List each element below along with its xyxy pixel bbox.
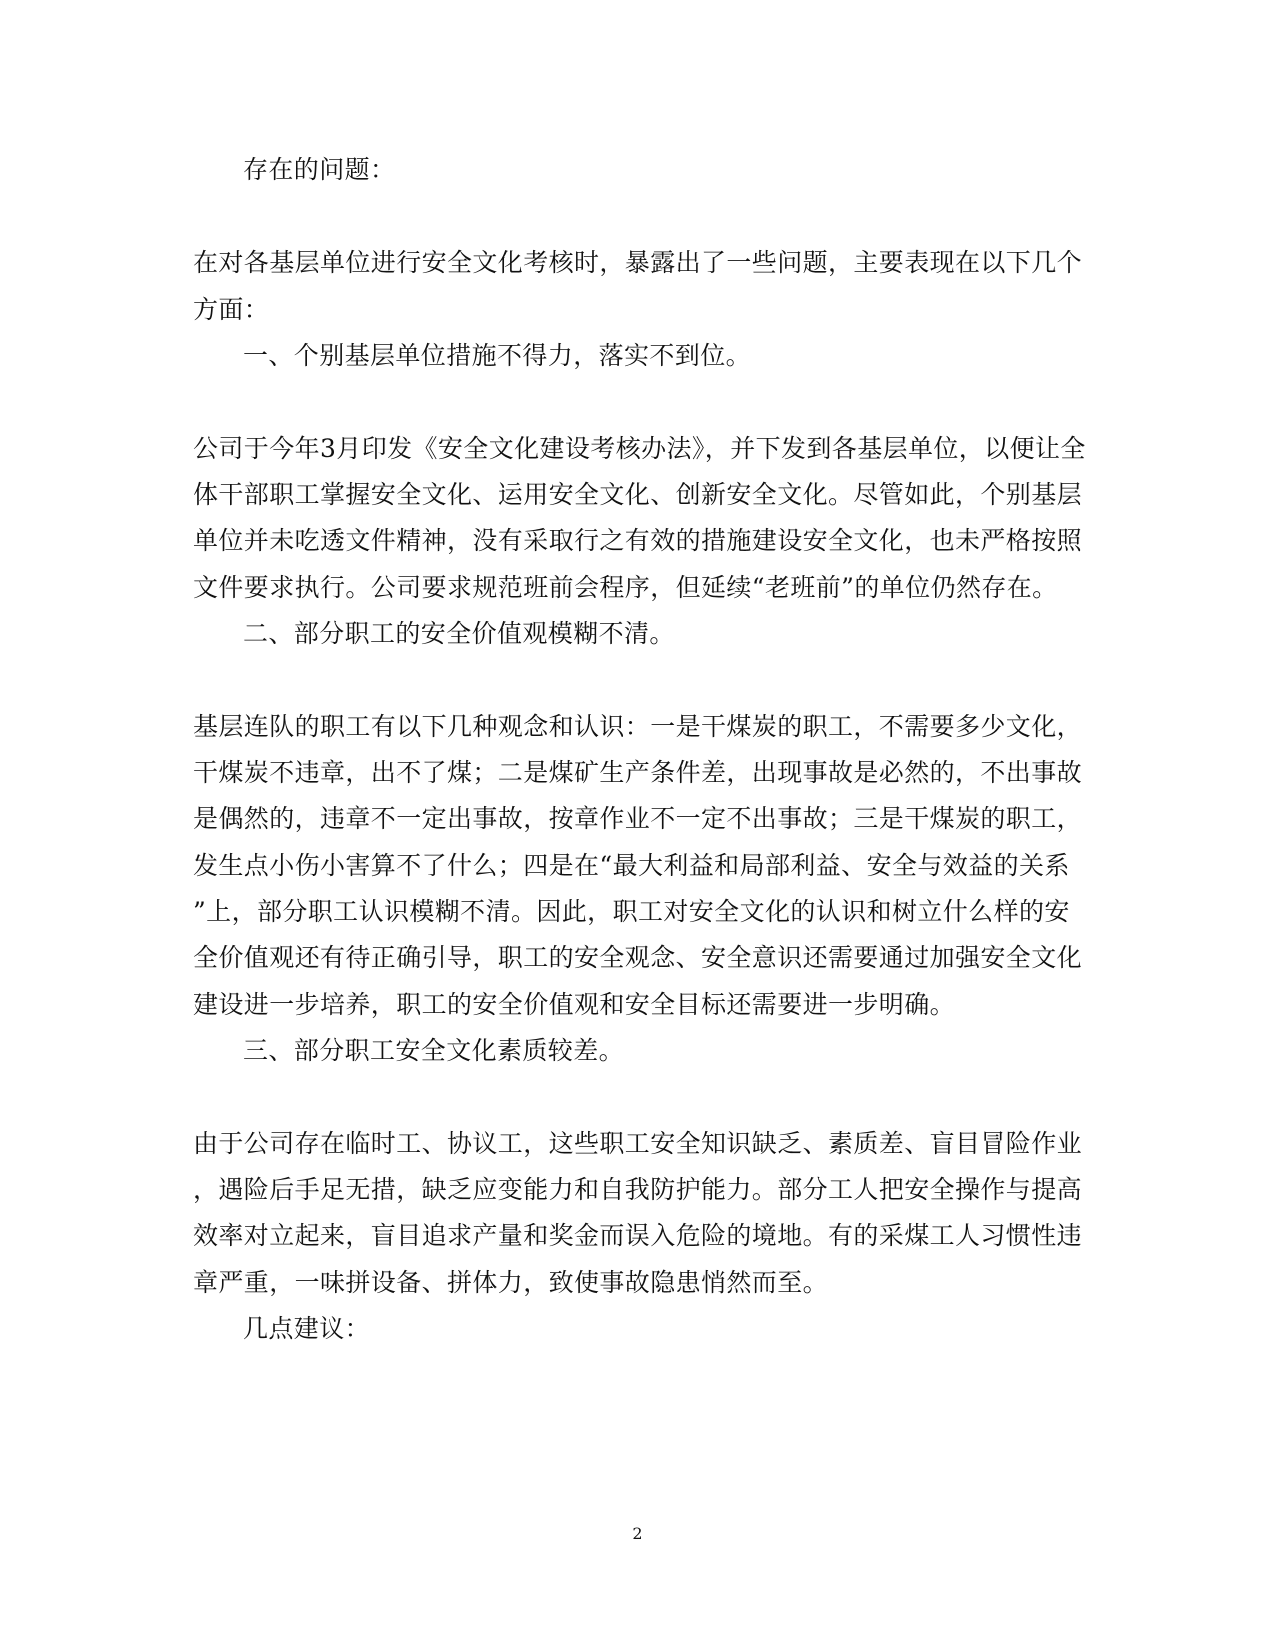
problem-two-paragraph-line-2: 干煤炭不违章，出不了煤；二是煤矿生产条件差，出现事故是必然的，不出事故 bbox=[193, 758, 1083, 787]
problem-two-paragraph-line-4: 发生点小伤小害算不了什么；四是在“最大利益和局部利益、安全与效益的关系 bbox=[193, 851, 1070, 880]
problem-three-paragraph-line-1: 由于公司存在临时工、协议工，这些职工安全知识缺乏、素质差、盲目冒险作业 bbox=[193, 1129, 1083, 1158]
problem-three-paragraph-line-2: ，遇险后手足无措，缺乏应变能力和自我防护能力。部分工人把安全操作与提高 bbox=[193, 1175, 1083, 1204]
page-number: 2 bbox=[632, 1524, 643, 1543]
problem-one-paragraph-line-4: 文件要求执行。公司要求规范班前会程序，但延续“老班前”的单位仍然存在。 bbox=[193, 573, 1058, 602]
problem-one-paragraph-line-2: 体干部职工掌握安全文化、运用安全文化、创新安全文化。尽管如此，个别基层 bbox=[193, 480, 1083, 509]
heading-problem-one: 一、个别基层单位措施不得力，落实不到位。 bbox=[243, 341, 752, 370]
intro-paragraph-line-2: 方面： bbox=[193, 295, 270, 324]
intro-paragraph-line-1: 在对各基层单位进行安全文化考核时，暴露出了一些问题，主要表现在以下几个 bbox=[193, 248, 1083, 277]
problem-three-paragraph-line-3: 效率对立起来，盲目追求产量和奖金而误入危险的境地。有的采煤工人习惯性违 bbox=[193, 1221, 1083, 1250]
heading-existing-problems: 存在的问题： bbox=[243, 155, 396, 184]
problem-two-paragraph-line-5: ”上，部分职工认识模糊不清。因此，职工对安全文化的认识和树立什么样的安 bbox=[193, 897, 1070, 926]
problem-two-paragraph-line-6: 全价值观还有待正确引导，职工的安全观念、安全意识还需要通过加强安全文化 bbox=[193, 943, 1083, 972]
problem-one-paragraph-line-3: 单位并未吃透文件精神，没有采取行之有效的措施建设安全文化，也未严格按照 bbox=[193, 526, 1083, 555]
problem-three-paragraph-line-4: 章严重，一味拼设备、拼体力，致使事故隐患悄然而至。 bbox=[193, 1268, 829, 1297]
problem-two-paragraph-line-1: 基层连队的职工有以下几种观念和认识：一是干煤炭的职工，不需要多少文化， bbox=[193, 712, 1083, 741]
problem-two-paragraph-line-3: 是偶然的，违章不一定出事故，按章作业不一定不出事故；三是干煤炭的职工， bbox=[193, 804, 1083, 833]
heading-suggestions: 几点建议： bbox=[243, 1314, 371, 1343]
heading-problem-two: 二、部分职工的安全价值观模糊不清。 bbox=[243, 619, 675, 648]
problem-two-paragraph-line-7: 建设进一步培养，职工的安全价值观和安全目标还需要进一步明确。 bbox=[193, 990, 956, 1019]
heading-problem-three: 三、部分职工安全文化素质较差。 bbox=[243, 1036, 625, 1065]
problem-one-paragraph-line-1: 公司于今年3月印发《安全文化建设考核办法》，并下发到各基层单位，以便让全 bbox=[193, 434, 1086, 463]
